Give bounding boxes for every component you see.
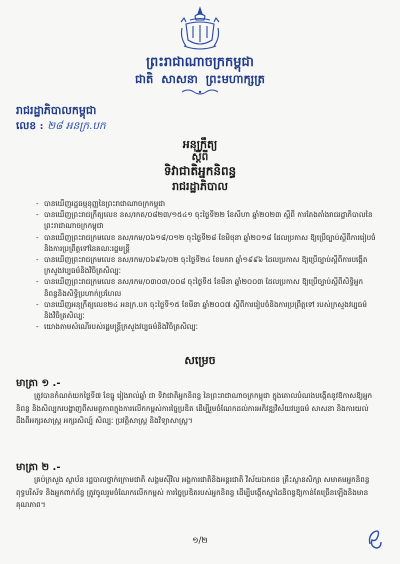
government-name: រាជរដ្ឋាភិបាលកម្ពុជា <box>16 104 97 117</box>
visa-item: - បានឃើញព្រះរាជក្រមលេខ នស/រកម/០៣០៣/០០៨ ចុះថ្ងៃទី៥ ខែមីនា ឆ្នាំ២០០៣ ដែលប្រកាស ឱ្យប្រើច្បាប់ស្ដីពីសិទ្ធិអ្នកនិពន្ធនិងសិទ្ធិប្រហាក់ប្រហែល <box>36 276 376 298</box>
visa-item: - បានឃើញព្រះរាជក្រមលេខ នស/រកម/០៦១៨/០១២ ចុះថ្ងៃទី២៨ ខែមិថុនា ឆ្នាំ២០១៨ ដែលប្រកាស ឱ្យប្រើច្បាប់ស្ដីពីការរៀបចំនិងការប្រព្រឹត្តទៅនៃគណៈរដ្ឋមន្ត្រី <box>36 232 376 254</box>
reference-value: ២៨ អនក្រ.បក <box>47 120 106 132</box>
visa-item: - បានឃើញអនុក្រឹត្យលេខ២៤ អនក្រ.បក ចុះថ្ងៃទី១៥ ខែមីនា ឆ្នាំ២០០៧ ស្ដីពីការរៀបចំនិងការប្រព្រឹត្តទៅ របស់ក្រសួងវប្បធម៌និងវិចិត្រសិល្បៈ <box>36 299 376 321</box>
visa-item: - បានឃើញព្រះរាជក្រឹត្យលេខ នស/រកត/០៨២៣/១៥៤១ ចុះថ្ងៃទី២២ ខែសីហា ឆ្នាំ២០២៣ ស្ដីពី ការតែងតាំងរាជរដ្ឋាភិបាលនៃព្រះរាជាណាចក្រកម្ពុជា <box>36 209 376 231</box>
visa-list <box>36 198 376 332</box>
page-number: ១/២ <box>192 536 208 546</box>
reference-number <box>16 120 106 135</box>
flourish-ornament-icon <box>180 88 220 96</box>
document-issuer: រាជរដ្ឋាភិបាល <box>172 180 228 193</box>
document-subject: ទិវាជាតិអ្នកនិពន្ធ <box>163 164 237 178</box>
document-type: អនុក្រឹត្យ <box>182 138 218 151</box>
national-motto: ជាតិ សាសនា ព្រះមហាក្សត្រ <box>135 72 265 86</box>
handwritten-initial-icon <box>366 526 384 550</box>
kingdom-title: ព្រះរាជាណាចក្រកម្ពុជា <box>146 55 254 70</box>
visa-item: - យោងតាមសំណើរបស់រដ្ឋមន្ត្រីក្រសួងវប្បធម៌និងវិចិត្រសិល្បៈ <box>36 321 376 332</box>
article-2-title: មាត្រា ២ .- <box>16 462 61 473</box>
decision-heading: សម្រេច <box>184 354 216 367</box>
visa-item: - បានឃើញរដ្ឋធម្មនុញ្ញនៃព្រះរាជាណាចក្រកម្ពុជា <box>36 198 376 209</box>
document-about: ស្ដីពី <box>191 151 209 163</box>
article-2-body: គ្រប់ក្រសួង ស្ថាប័ន រដ្ឋបាលថ្នាក់ក្រោមជាតិ សង្គមស៊ីវិល អង្គការជាតិនិងអន្តរជាតិ វិស័យឯកជន គ្រឹះស្ថានសិក្សា សមាគមអ្នកនិពន្ធ ពុទ្ធបរិស័ទ និងអ្នកពាក់ព័ន្ធ ត្រូវចូលរួមចំណែកលើកកម្ពស់ ការច្នៃប្រឌិតរបស់អ្នកនិពន្ធ ដើម្បីបង្កើតស្នាដៃនិពន្ធឱ្យកាន់តែច្រើនឡើងនិងមានគុណភាព។ <box>16 475 370 509</box>
royal-emblem-icon <box>178 6 222 52</box>
article-1-body: ត្រូវបានកំណត់យកថ្ងៃទី៧ ខែធ្នូ រៀងរាល់ឆ្នាំ ជា ទិវាជាតិអ្នកនិពន្ធ នៃព្រះរាជាណាចក្រកម្ពុជា ក្នុងគោលបំណងបង្កើតនូវឱកាសឱ្យអ្នកនិពន្ធ និងសិល្បករបង្ហាញពីសមត្ថភាពក្នុងការលើកកម្ពស់ការច្នៃប្រឌិត ដើម្បីរួមចំណែកដល់ការអភិវឌ្ឍវិស័យវប្បធម៌ សាសនា និងការយល់ដឹងពីអក្សរសាស្ត្រ អក្សរសិល្ប៍ សិល្បៈ ប្រវត្តិសាស្ត្រ និងវិទ្យាសាស្ត្រ។ <box>16 391 373 425</box>
visa-item: - បានឃើញព្រះរាជក្រមលេខ នស/រកម/០៦៩៦/០២ ចុះថ្ងៃទី២៤ ខែមករា ឆ្នាំ១៩៩៦ ដែលប្រកាស ឱ្យប្រើច្បាប់ស្ដីពីការបង្កើតក្រសួងវប្បធម៌និងវិចិត្រសិល្បៈ <box>36 254 376 276</box>
reference-label: លេខ : <box>16 120 44 132</box>
article-1-title: មាត្រា ១ .- <box>16 378 61 389</box>
